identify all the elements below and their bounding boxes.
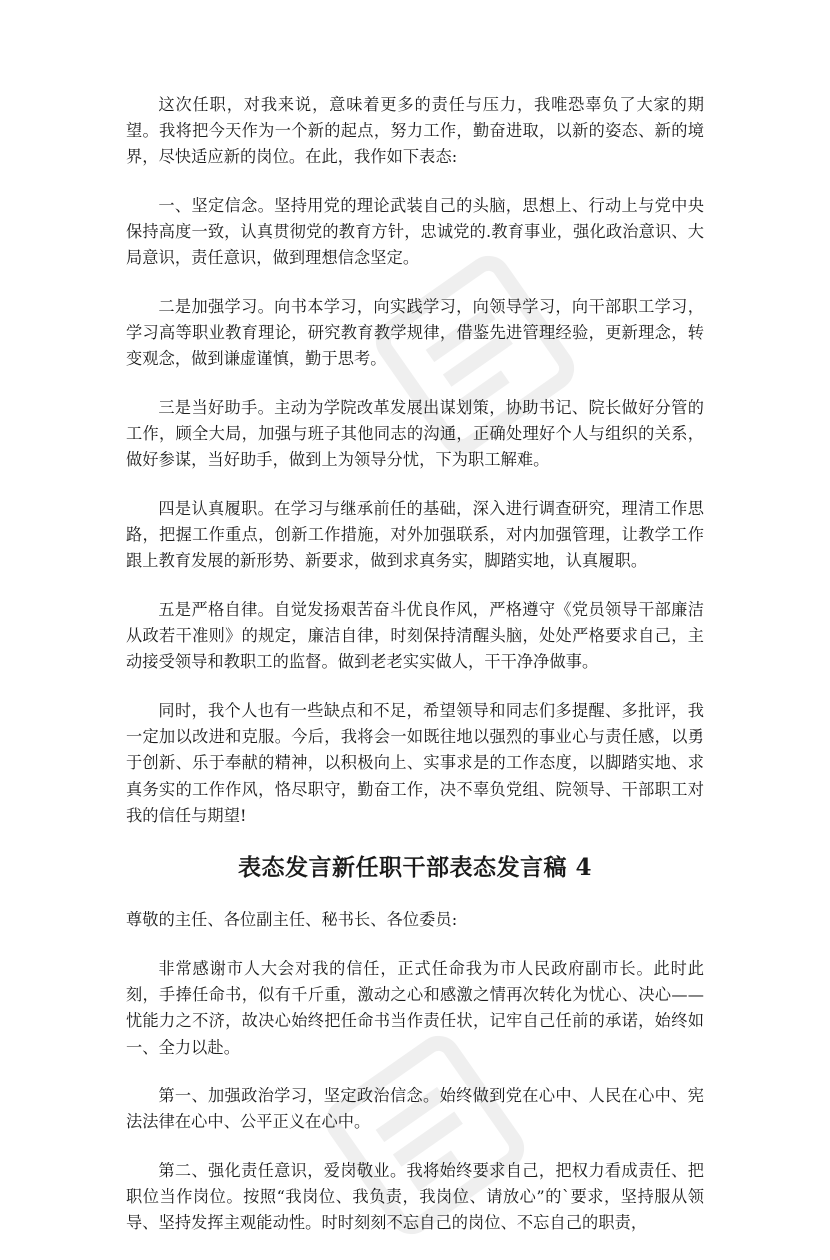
paragraph-intro: 这次任职，对我来说，意味着更多的责任与压力，我唯恐辜负了大家的期望。我将把今天作为一个新的起点，努力工作，勤奋进取，以新的姿态、新的境界，尽快适应新的岗位。在此，我作如下表态: <box>126 95 704 167</box>
paragraph-second: 第二、强化责任意识，爱岗敬业。我将始终要求自己，把权力看成责任、把职位当作岗位。按照“我岗位、我负责，我岗位、请放心”的`要求，坚持服从领导、坚持发挥主观能动性。时时刻刻不忘自己的岗位、不忘自己的职责， <box>126 1161 704 1233</box>
section-heading: 表态发言新任职干部表态发言稿 4 <box>237 854 592 882</box>
salutation: 尊敬的主任、各位副主任、秘书长、各位委员: <box>126 910 458 930</box>
paragraph-item-1: 一、坚定信念。坚持用党的理论武装自己的头脑，思想上、行动上与党中央保持高度一致，认真贯彻党的教育方针，忠诚党的.教育事业，强化政治意识、大局意识，责任意识，做到理想信念坚定。 <box>126 196 704 268</box>
paragraph-first: 第一、加强政治学习，坚定政治信念。始终做到党在心中、人民在心中、宪法法律在心中、公平正义在心中。 <box>126 1086 704 1132</box>
paragraph-item-3: 三是当好助手。主动为学院改革发展出谋划策，协助书记、院长做好分管的工作，顾全大局，加强与班子其他同志的沟通，正确处理好个人与组织的关系，做好参谋，当好助手，做到上为领导分忧，下为职工解难。 <box>126 398 704 470</box>
paragraph-closing: 同时，我个人也有一些缺点和不足，希望领导和同志们多提醒、多批评，我一定加以改进和克服。今后，我将会一如既往地以强烈的事业心与责任感，以勇于创新、乐于奉献的精神，以积极向上、实事求是的工作态度，以脚踏实地、求真务实的工作作风，恪尽职守，勤奋工作，决不辜负党组、院领导、干部职工对我的信任与期望! <box>126 701 704 825</box>
paragraph-item-5: 五是严格自律。自觉发扬艰苦奋斗优良作风，严格遵守《党员领导干部廉洁从政若干准则》的规定，廉洁自律，时刻保持清醒头脑，处处严格要求自己，主动接受领导和教职工的监督。做到老老实实做人，干干净净做事。 <box>126 600 704 672</box>
document-body <box>126 92 704 1259</box>
paragraph-gratitude: 非常感谢市人大会对我的信任，正式任命我为市人民政府副市长。此时此刻，手捧任命书，似有千斤重，激动之心和感激之情再次转化为忧心、决心——忧能力之不济，故决心始终把任命书当作责任状，记牢自己任前的承诺，始终如一、全力以赴。 <box>126 959 704 1057</box>
paragraph-item-4: 四是认真履职。在学习与继承前任的基础，深入进行调查研究，理清工作思路，把握工作重点，创新工作措施，对外加强联系，对内加强管理，让教学工作跟上教育发展的新形势、新要求，做到求真务实，脚踏实地，认真履职。 <box>126 499 704 571</box>
paragraph-item-2: 二是加强学习。向书本学习，向实践学习，向领导学习，向干部职工学习，学习高等职业教育理论，研究教育教学规律，借鉴先进管理经验，更新理念，转变观念，做到谦虚谨慎，勤于思考。 <box>126 297 704 369</box>
